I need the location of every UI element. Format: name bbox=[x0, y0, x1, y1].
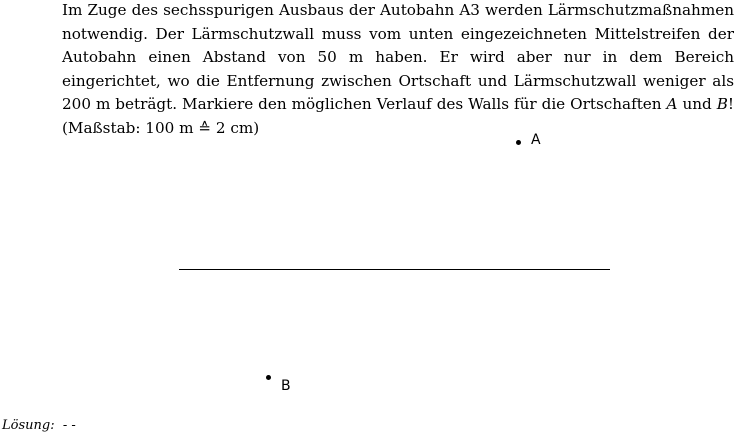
task-point-a: A bbox=[666, 95, 678, 114]
task-point-b: B bbox=[716, 95, 728, 114]
solution-label: Lösung: bbox=[2, 418, 55, 433]
task-text bbox=[62, 0, 734, 141]
point-b-label: B bbox=[281, 378, 291, 394]
point-b-dot bbox=[266, 375, 271, 380]
solution-line bbox=[2, 418, 76, 434]
task-text-part2: ! (Maßstab: 100 m ≙ 2 cm) bbox=[62, 95, 734, 137]
task-text-und: und bbox=[677, 95, 717, 114]
solution-value: - - bbox=[62, 418, 76, 433]
autobahn-median-line bbox=[179, 269, 610, 270]
point-a-dot bbox=[516, 140, 521, 145]
point-a-label: A bbox=[531, 132, 541, 148]
task-text-part1: Im Zuge des sechsspurigen Ausbaus der Autobahn A3 werden Lärmschutzmaßnahmen notwendig. Der Lärmschutzwall muss vom unten eingezeichneten Mittelstreifen der Autobahn einen Abstand von 50 m haben. Er wird aber nur in dem Bereich eingerichtet, wo die Entfernung zwischen Ortschaft und Lärmschutzwall weniger als 200 m beträgt. Markiere den möglichen Verlauf des Walls für die Ortschaften bbox=[62, 1, 734, 114]
